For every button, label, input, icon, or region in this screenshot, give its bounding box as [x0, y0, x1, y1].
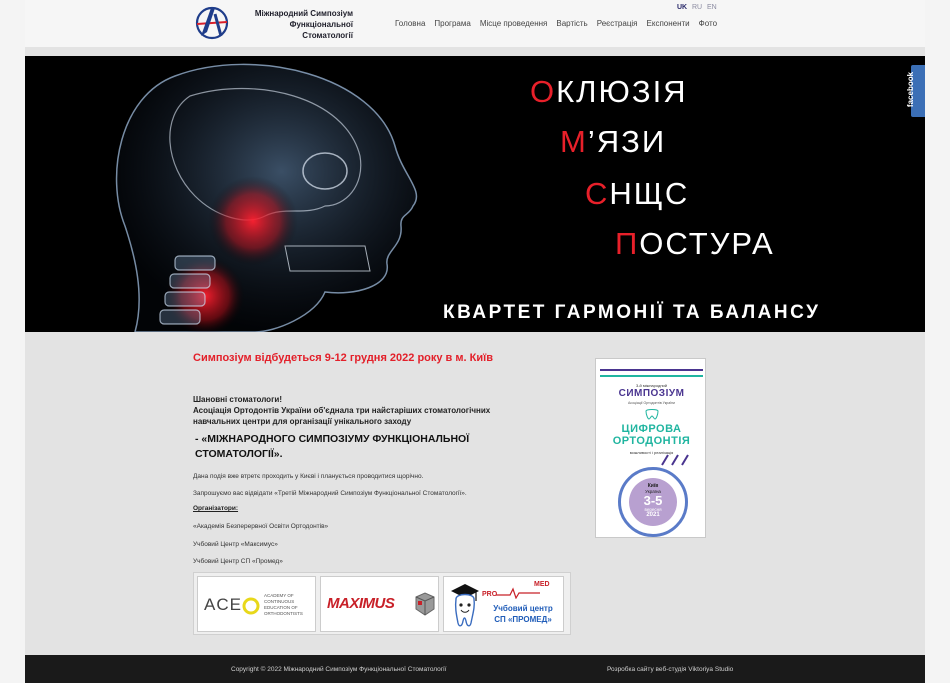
graduation-tooth-icon: [448, 579, 482, 629]
hero-banner: [25, 56, 925, 332]
ace-mark: ACE: [204, 595, 242, 614]
banner-word-3: СНЩС: [585, 176, 690, 211]
symposium-title: - «МІЖНАРОДНОГО СИМПОЗІУМУ ФУНКЦІОНАЛЬНОЇ СТОМАТОЛОГІЇ».: [195, 433, 470, 460]
logo-text: [229, 8, 353, 41]
heartbeat-icon: [496, 587, 540, 599]
ace-text: ACADEMY OF CONTINUOUS EDUCATION OF ORTHODONTISTS: [264, 593, 303, 616]
footer-developer-link[interactable]: Розробка сайту веб-студія Viktoriya Studio: [607, 666, 734, 673]
nav-price[interactable]: Вартість: [556, 19, 588, 28]
poster-subtitle: можливості і реалізація: [629, 450, 674, 455]
banner-tagline: КВАРТЕТ ГАРМОНІЇ ТА БАЛАНСУ: [443, 302, 821, 323]
greeting: [193, 394, 573, 427]
nav-exhibitors[interactable]: Експоненти: [646, 19, 690, 28]
lang-en[interactable]: EN: [707, 4, 717, 11]
banner-word-2: М’ЯЗИ: [560, 124, 667, 159]
nav-photo[interactable]: Фото: [698, 19, 718, 28]
maximus-mark: MAXIMUS: [327, 595, 395, 612]
lang-uk[interactable]: UK: [677, 4, 688, 11]
footer-copyright: Copyright © 2022 Міжнародний Симпозіум Функціональної Стоматології: [231, 666, 447, 673]
logo-line-1: Міжнародний Симпозіум: [254, 9, 353, 18]
poster-tooth-icon: [644, 409, 660, 421]
logo-line-2: Функціональної: [289, 20, 353, 29]
paragraph-1: Дана подія вже втретє проходить у Києві і планується проводитися щорічно.: [193, 473, 424, 480]
promed-pro: PRO: [482, 591, 498, 598]
greeting-line-3: навчальних центри для організації унікального заходу: [193, 417, 412, 426]
poster-date-inner: Київ Україна 3-5 вересня 2021: [629, 478, 677, 526]
nav-venue[interactable]: Місце проведення: [479, 19, 548, 28]
ace-ring-icon: [242, 597, 260, 615]
paragraph-2: Запрошуємо вас відвідати «Третій Міжнародний Симпозіум Функціональної Стоматології».: [193, 490, 467, 497]
organizer-3: Учбовий Центр СП «Промед»: [193, 558, 283, 565]
logo-mark-icon: [195, 4, 229, 40]
poster-date-circle: [618, 467, 688, 537]
promed-med: MED: [534, 581, 550, 588]
nav-registration[interactable]: Реєстрація: [596, 19, 638, 28]
poster-arrows-icon: [658, 451, 698, 469]
nav-program[interactable]: Програма: [434, 19, 471, 28]
partner-logos: [193, 572, 571, 635]
lang-ru[interactable]: RU: [692, 4, 703, 11]
logo-line-3: Стоматології: [302, 31, 353, 40]
maximus-cube-icon: [414, 591, 436, 617]
main-content: [193, 352, 593, 565]
organizer-1: «Академія Безперервної Освіти Ортодонтів»: [193, 523, 329, 530]
xray-head-image: [25, 56, 445, 332]
organizer-2: Учбовий Центр «Максимус»: [193, 541, 278, 548]
main-nav: [395, 19, 726, 28]
maximus-logo[interactable]: [320, 576, 439, 632]
event-date: Симпозіум відбудеться 9-12 грудня 2022 року в м. Київ: [193, 352, 493, 364]
poster-title: ЦИФРОВА ОРТОДОНТІЯ: [612, 423, 691, 447]
greeting-line-1: Шановні стоматологи!: [193, 395, 282, 404]
promed-logo[interactable]: [443, 576, 564, 632]
banner-word-1: ОКЛЮЗІЯ: [530, 74, 688, 109]
symposium-poster[interactable]: [595, 358, 706, 538]
facebook-tab[interactable]: [906, 65, 925, 117]
nav-home[interactable]: Головна: [395, 19, 426, 28]
footer: [25, 655, 925, 683]
header: [25, 0, 925, 47]
poster-stripe: [600, 369, 703, 371]
site-container: [25, 0, 925, 683]
poster-stripe: [600, 375, 703, 377]
poster-symposium: СИМПОЗІУМ: [618, 388, 685, 399]
poster-association: Асоціації Ортодонтів України: [627, 401, 676, 405]
banner-word-4: ПОСТУРА: [615, 226, 775, 261]
site-logo[interactable]: [195, 4, 355, 44]
promed-text: Учбовий центр СП «ПРОМЕД»: [493, 604, 553, 624]
facebook-label: facebook: [906, 71, 916, 108]
ace-logo[interactable]: [197, 576, 316, 632]
poster-edition: 3-й міжнародний: [635, 383, 668, 388]
greeting-line-2: Асоціація Ортодонтів України об'єднала три найстаріших стоматологічних: [193, 406, 491, 415]
organizers-label: Організатори:: [193, 505, 239, 512]
